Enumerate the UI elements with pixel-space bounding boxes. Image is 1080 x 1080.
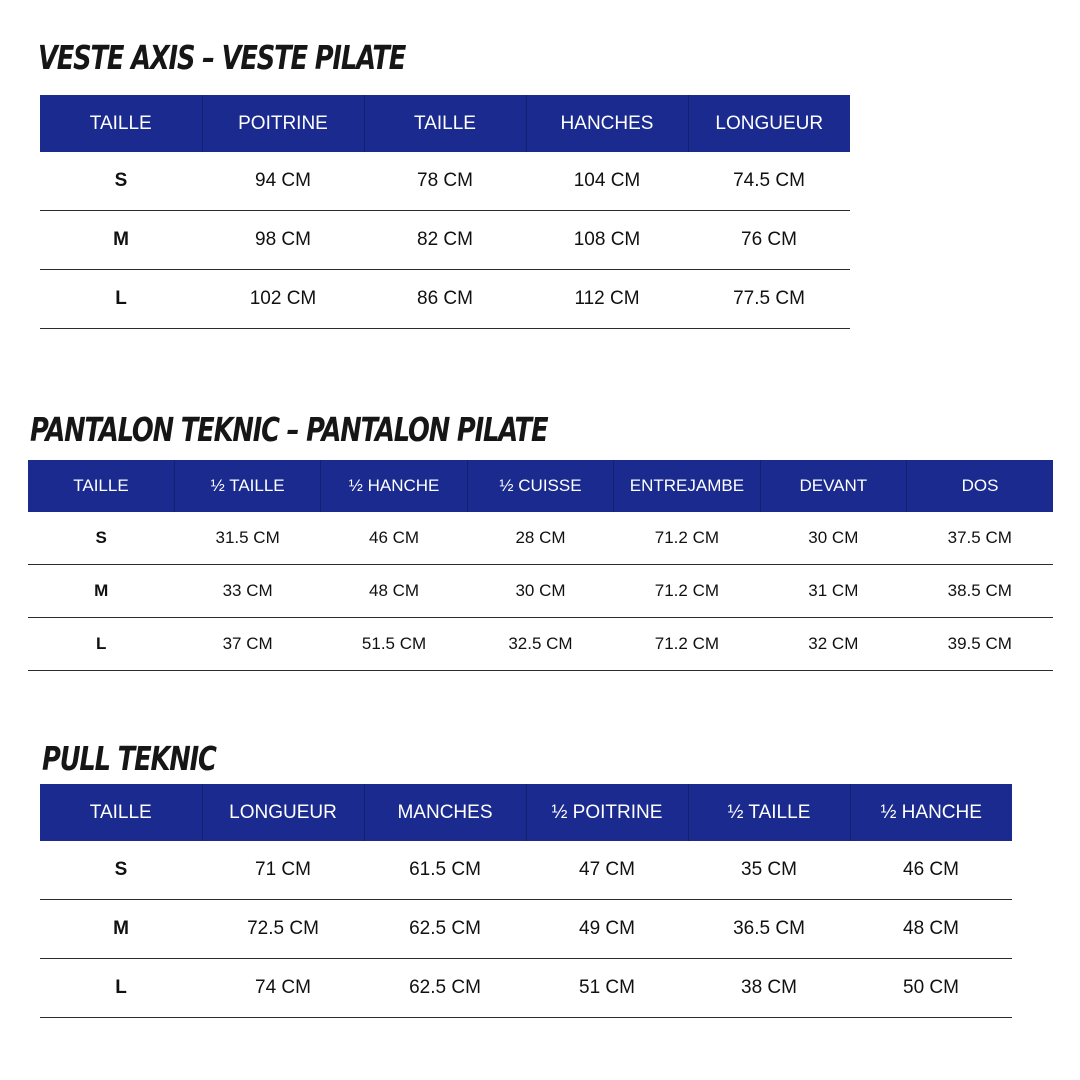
table-cell: 74 CM — [202, 959, 364, 1018]
table-cell: 38 CM — [688, 959, 850, 1018]
table-cell: 74.5 CM — [688, 152, 850, 211]
table-cell: 48 CM — [321, 565, 467, 618]
table-cell: 47 CM — [526, 841, 688, 900]
size-cell: M — [40, 211, 202, 270]
table-cell: 50 CM — [850, 959, 1012, 1018]
table-cell: 98 CM — [202, 211, 364, 270]
table-title-pull: PULL TEKNIC — [42, 739, 216, 778]
size-cell: L — [28, 618, 174, 671]
column-header: ½ TAILLE — [174, 460, 320, 512]
table-title-pantalon: PANTALON TEKNIC – PANTALON PILATE — [30, 410, 548, 449]
table-row — [40, 900, 1012, 959]
table-cell: 82 CM — [364, 211, 526, 270]
table-cell: 37 CM — [174, 618, 320, 671]
table-cell: 35 CM — [688, 841, 850, 900]
size-cell: S — [40, 152, 202, 211]
table-row — [40, 152, 850, 211]
table-header-row — [40, 95, 850, 152]
column-header: TAILLE — [28, 460, 174, 512]
column-header: DEVANT — [760, 460, 906, 512]
table-cell: 51.5 CM — [321, 618, 467, 671]
table-row — [28, 512, 1053, 565]
column-header: POITRINE — [202, 95, 364, 152]
column-header: ½ POITRINE — [526, 784, 688, 841]
table-cell: 28 CM — [467, 512, 613, 565]
size-table-veste — [40, 95, 850, 329]
table-header-row — [28, 460, 1053, 512]
table-cell: 76 CM — [688, 211, 850, 270]
size-cell: L — [40, 959, 202, 1018]
table-cell: 71.2 CM — [614, 512, 760, 565]
table-cell: 32.5 CM — [467, 618, 613, 671]
table-row — [28, 618, 1053, 671]
table-cell: 36.5 CM — [688, 900, 850, 959]
column-header: TAILLE — [40, 95, 202, 152]
column-header: ½ CUISSE — [467, 460, 613, 512]
table-cell: 46 CM — [321, 512, 467, 565]
table-cell: 30 CM — [467, 565, 613, 618]
table-cell: 61.5 CM — [364, 841, 526, 900]
column-header: ENTREJAMBE — [614, 460, 760, 512]
column-header: ½ HANCHE — [321, 460, 467, 512]
size-table-pantalon — [28, 460, 1053, 671]
table-cell: 31.5 CM — [174, 512, 320, 565]
size-cell: M — [28, 565, 174, 618]
table-header-row — [40, 784, 1012, 841]
table-cell: 72.5 CM — [202, 900, 364, 959]
table-cell: 86 CM — [364, 270, 526, 329]
column-header: HANCHES — [526, 95, 688, 152]
table-cell: 104 CM — [526, 152, 688, 211]
table-cell: 94 CM — [202, 152, 364, 211]
table-cell: 78 CM — [364, 152, 526, 211]
table-cell: 31 CM — [760, 565, 906, 618]
table-cell: 77.5 CM — [688, 270, 850, 329]
table-row — [40, 270, 850, 329]
size-cell: M — [40, 900, 202, 959]
table-cell: 46 CM — [850, 841, 1012, 900]
table-cell: 71.2 CM — [614, 618, 760, 671]
column-header: LONGUEUR — [688, 95, 850, 152]
size-cell: S — [40, 841, 202, 900]
size-table-pull — [40, 784, 1012, 1018]
table-cell: 62.5 CM — [364, 900, 526, 959]
column-header: ½ TAILLE — [688, 784, 850, 841]
column-header: TAILLE — [364, 95, 526, 152]
table-row — [40, 959, 1012, 1018]
table-cell: 62.5 CM — [364, 959, 526, 1018]
column-header: LONGUEUR — [202, 784, 364, 841]
table-cell: 33 CM — [174, 565, 320, 618]
table-row — [40, 841, 1012, 900]
size-cell: S — [28, 512, 174, 565]
table-cell: 30 CM — [760, 512, 906, 565]
table-title-veste: VESTE AXIS – VESTE PILATE — [38, 38, 406, 77]
table-cell: 112 CM — [526, 270, 688, 329]
column-header: DOS — [907, 460, 1053, 512]
table-row — [40, 211, 850, 270]
table-cell: 71.2 CM — [614, 565, 760, 618]
table-cell: 49 CM — [526, 900, 688, 959]
table-cell: 71 CM — [202, 841, 364, 900]
table-cell: 48 CM — [850, 900, 1012, 959]
table-cell: 38.5 CM — [907, 565, 1053, 618]
table-cell: 51 CM — [526, 959, 688, 1018]
column-header: MANCHES — [364, 784, 526, 841]
table-cell: 39.5 CM — [907, 618, 1053, 671]
table-cell: 102 CM — [202, 270, 364, 329]
column-header: ½ HANCHE — [850, 784, 1012, 841]
column-header: TAILLE — [40, 784, 202, 841]
table-row — [28, 565, 1053, 618]
size-cell: L — [40, 270, 202, 329]
table-cell: 37.5 CM — [907, 512, 1053, 565]
table-cell: 32 CM — [760, 618, 906, 671]
table-cell: 108 CM — [526, 211, 688, 270]
